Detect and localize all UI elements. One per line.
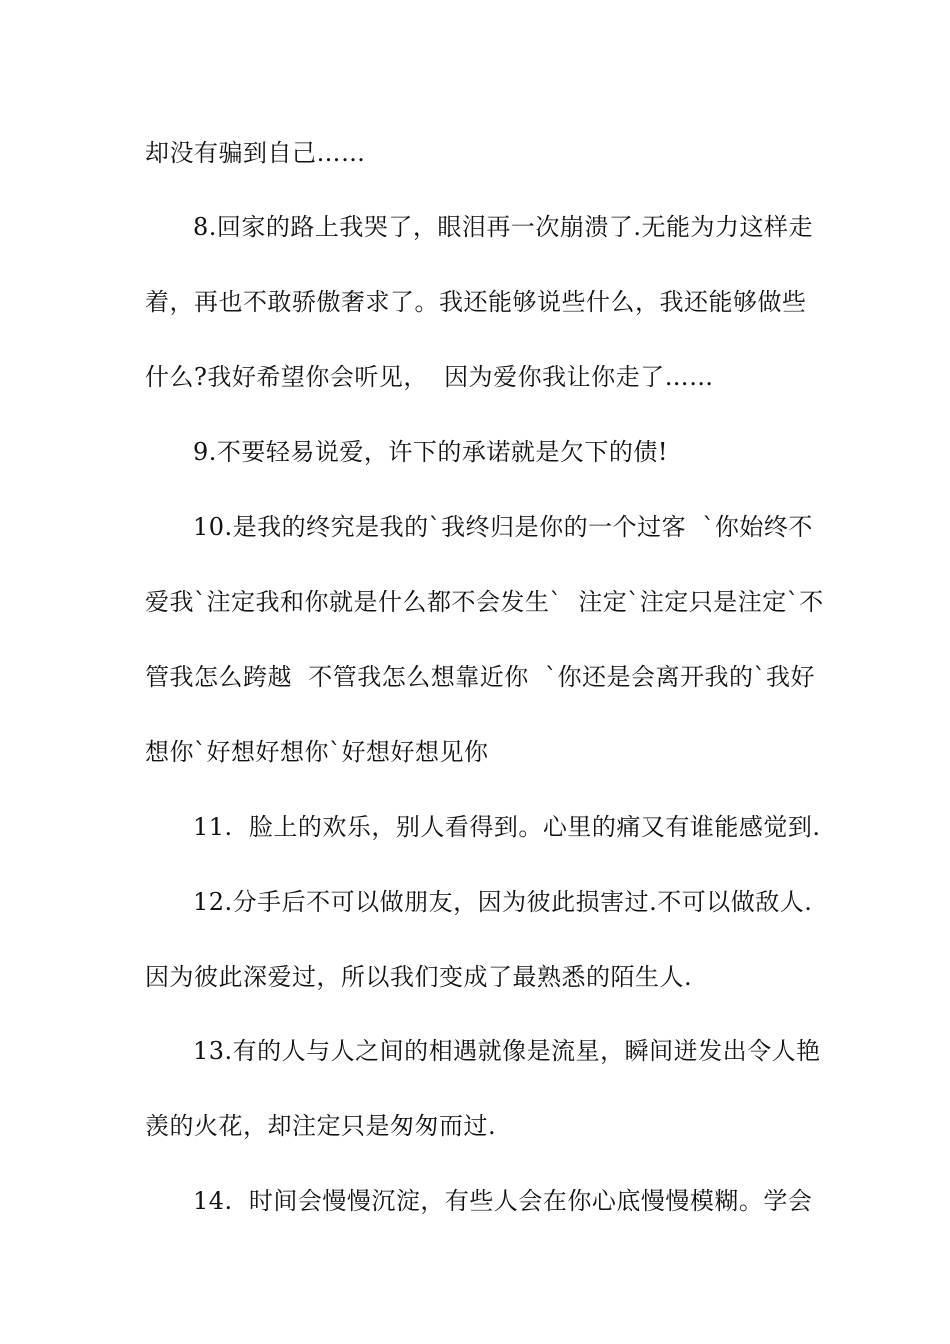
text-line: 因为彼此深爱过，所以我们变成了最熟悉的陌生人. [145,963,693,991]
text-line: 想你`好想好想你`好想好想见你 [145,738,489,766]
text-line: 10.是我的终究是我的`我终归是你的一个过客 `你始终不 [193,513,813,541]
text-line: 却没有骗到自己…… [145,139,366,167]
text-line: 着，再也不敢骄傲奢求了。我还能够说些什么，我还能够做些 [145,288,807,316]
text-line: 11. 脸上的欢乐，别人看得到。心里的痛又有谁能感觉到. [193,813,821,841]
text-line: 羡的火花，却注定只是匆匆而过. [145,1112,497,1140]
text-line: 9.不要轻易说爱，许下的承诺就是欠下的债! [193,438,669,466]
text-line: 14. 时间会慢慢沉淀，有些人会在你心底慢慢模糊。学会 [193,1187,813,1215]
text-line: 8.回家的路上我哭了，眼泪再一次崩溃了.无能为力这样走 [193,213,814,241]
text-line: 爱我`注定我和你就是什么都不会发生` 注定`注定只是注定`不 [145,588,824,616]
text-line: 管我怎么跨越 不管我怎么想靠近你 `你还是会离开我的`我好 [145,663,816,691]
text-line: 12.分手后不可以做朋友，因为彼此损害过.不可以做敌人. [193,888,813,916]
text-line: 13.有的人与人之间的相遇就像是流星，瞬间迸发出令人艳 [193,1037,821,1065]
text-line: 什么?我好希望你会听见， 因为爱你我让你走了…… [145,363,714,391]
